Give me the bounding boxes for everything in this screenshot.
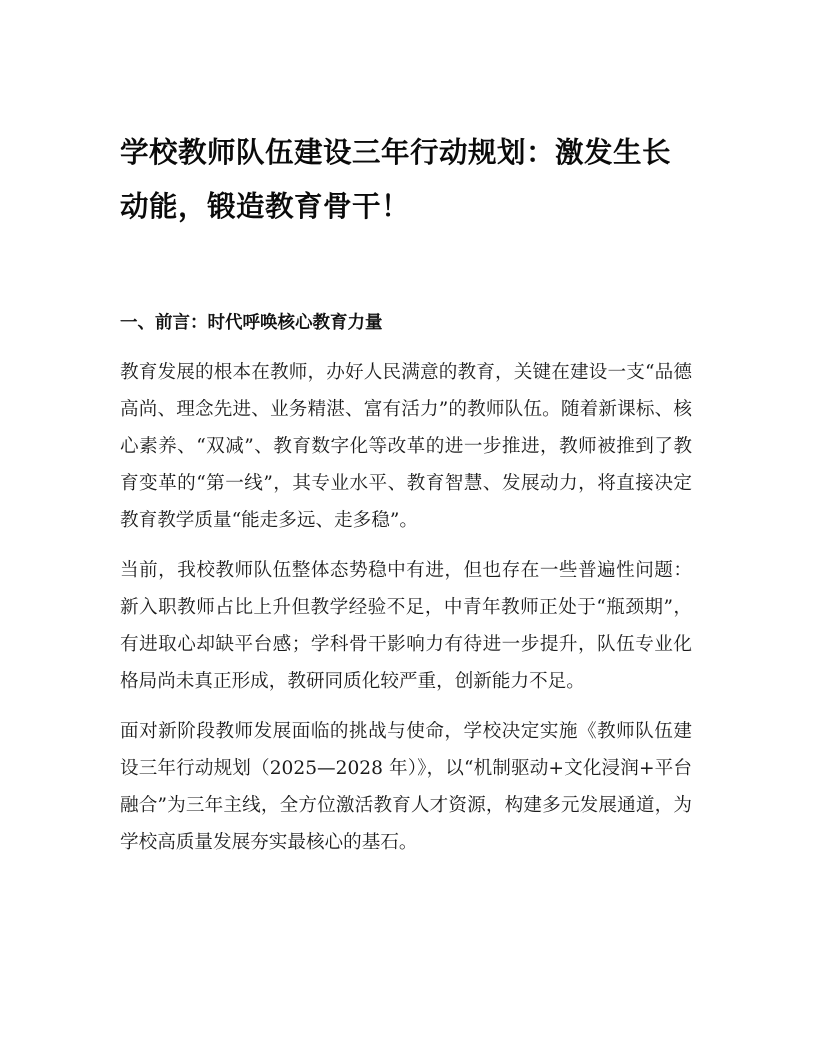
section-heading: 一、前言：时代呼唤核心教育力量 xyxy=(120,313,383,333)
document-page xyxy=(120,126,692,861)
paragraph-action-plan: 面对新阶段教师发展面临的挑战与使命，学校决定实施《教师队伍建设三年行动规划（2025—2028 年）》，以“机制驱动+文化浸润+平台融合”为三年主线，全方位激活教育人才资源，构建多元发展通道，为学校高质量发展夯实最核心的基石。 xyxy=(120,721,692,853)
section-preface xyxy=(120,310,692,861)
paragraph-current-problems: 当前，我校教师队伍整体态势稳中有进，但也存在一些普遍性问题：新入职教师占比上升但教学经验不足，中青年教师正处于“瓶颈期”，有进取心却缺平台感；学科骨干影响力有待进一步提升，队伍专业化格局尚未真正形成，教研同质化较严重，创新能力不足。 xyxy=(120,560,692,692)
paragraph-teacher-importance: 教育发展的根本在教师，办好人民满意的教育，关键在建设一支“品德高尚、理念先进、业务精湛、富有活力”的教师队伍。随着新课标、核心素养、“双减”、教育数字化等改革的进一步推进，教师被推到了教育变革的“第一线”，其专业水平、教育智慧、发展动力，将直接决定教育教学质量“能走多远、走多稳”。 xyxy=(120,362,692,531)
document-title: 学校教师队伍建设三年行动规划：激发生长动能，锻造教育骨干！ xyxy=(120,136,672,223)
